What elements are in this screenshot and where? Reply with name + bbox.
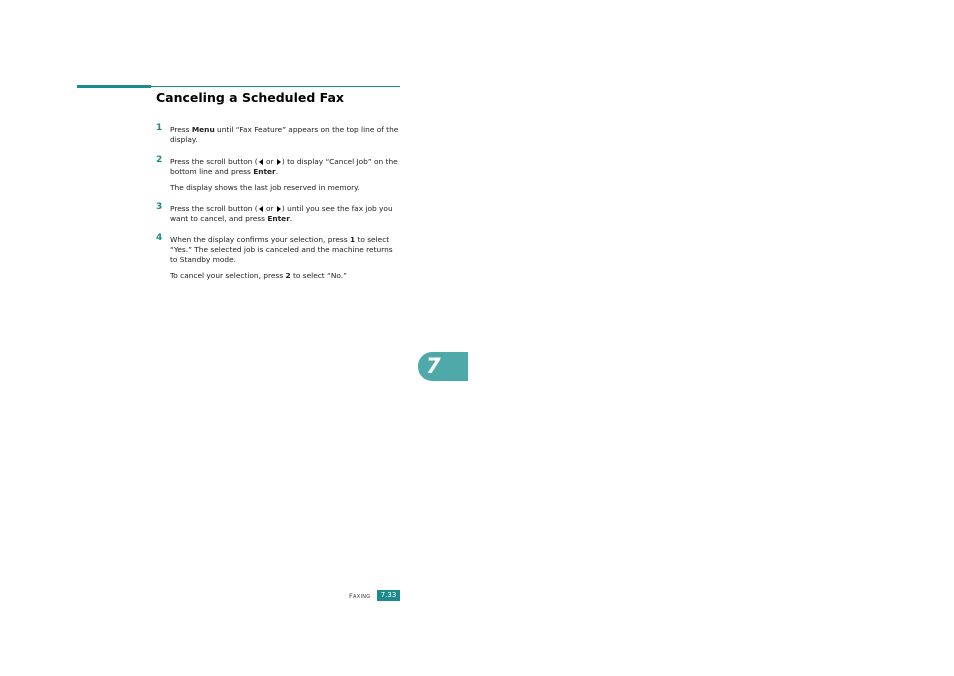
step-text <box>170 235 401 265</box>
text-span: . <box>289 214 293 223</box>
footer-section-name: Faxing <box>349 592 371 600</box>
step-3 <box>156 204 401 224</box>
step-number: 4 <box>156 233 163 243</box>
text-span: . <box>275 167 279 176</box>
chapter-number: 7 <box>426 354 441 378</box>
text-span: To cancel your selection, press <box>170 271 286 280</box>
text-span: Press the scroll button ( <box>170 157 258 166</box>
scroll-right-icon <box>277 159 281 165</box>
text-span: ) until you see the fax job you want to cancel, and press <box>170 204 393 223</box>
text-span: ) to display “Cancel Job” on the bottom line and press <box>170 157 398 176</box>
text-span: When the display confirms your selection, press <box>170 235 350 244</box>
enter-key: Enter <box>253 167 276 176</box>
step-note: The display shows the last job reserved in memory. <box>170 183 360 192</box>
key-2: 2 <box>285 271 291 280</box>
step-number: 2 <box>156 155 163 165</box>
step-2 <box>156 157 401 193</box>
scroll-left-icon <box>259 206 263 212</box>
chapter-tab <box>418 352 468 381</box>
footer-page-number: 7.33 <box>377 590 400 601</box>
step-text <box>170 125 401 145</box>
section-title: Canceling a Scheduled Fax <box>156 90 344 105</box>
step-note <box>170 271 401 281</box>
text-span: to select “Yes.” The selected job is canceled and the machine returns to Standby mode. <box>170 235 393 264</box>
scroll-left-icon <box>259 159 263 165</box>
step-4 <box>156 235 401 281</box>
text-span: until “Fax Feature” appears on the top line of the display. <box>170 125 399 144</box>
step-1 <box>156 125 401 145</box>
key-1: 1 <box>349 235 356 244</box>
step-number: 1 <box>156 123 163 133</box>
step-text <box>170 204 401 224</box>
text-span: or <box>263 204 276 213</box>
text-span: Press the scroll button ( <box>170 204 258 213</box>
step-number: 3 <box>156 202 163 212</box>
text-span: or <box>263 157 276 166</box>
menu-key: Menu <box>191 125 215 134</box>
step-text <box>170 157 401 177</box>
scroll-right-icon <box>277 206 281 212</box>
text-span: to select “No.” <box>290 271 347 280</box>
enter-key: Enter <box>267 214 290 223</box>
text-span: Press <box>170 125 192 134</box>
header-rule <box>77 86 400 87</box>
